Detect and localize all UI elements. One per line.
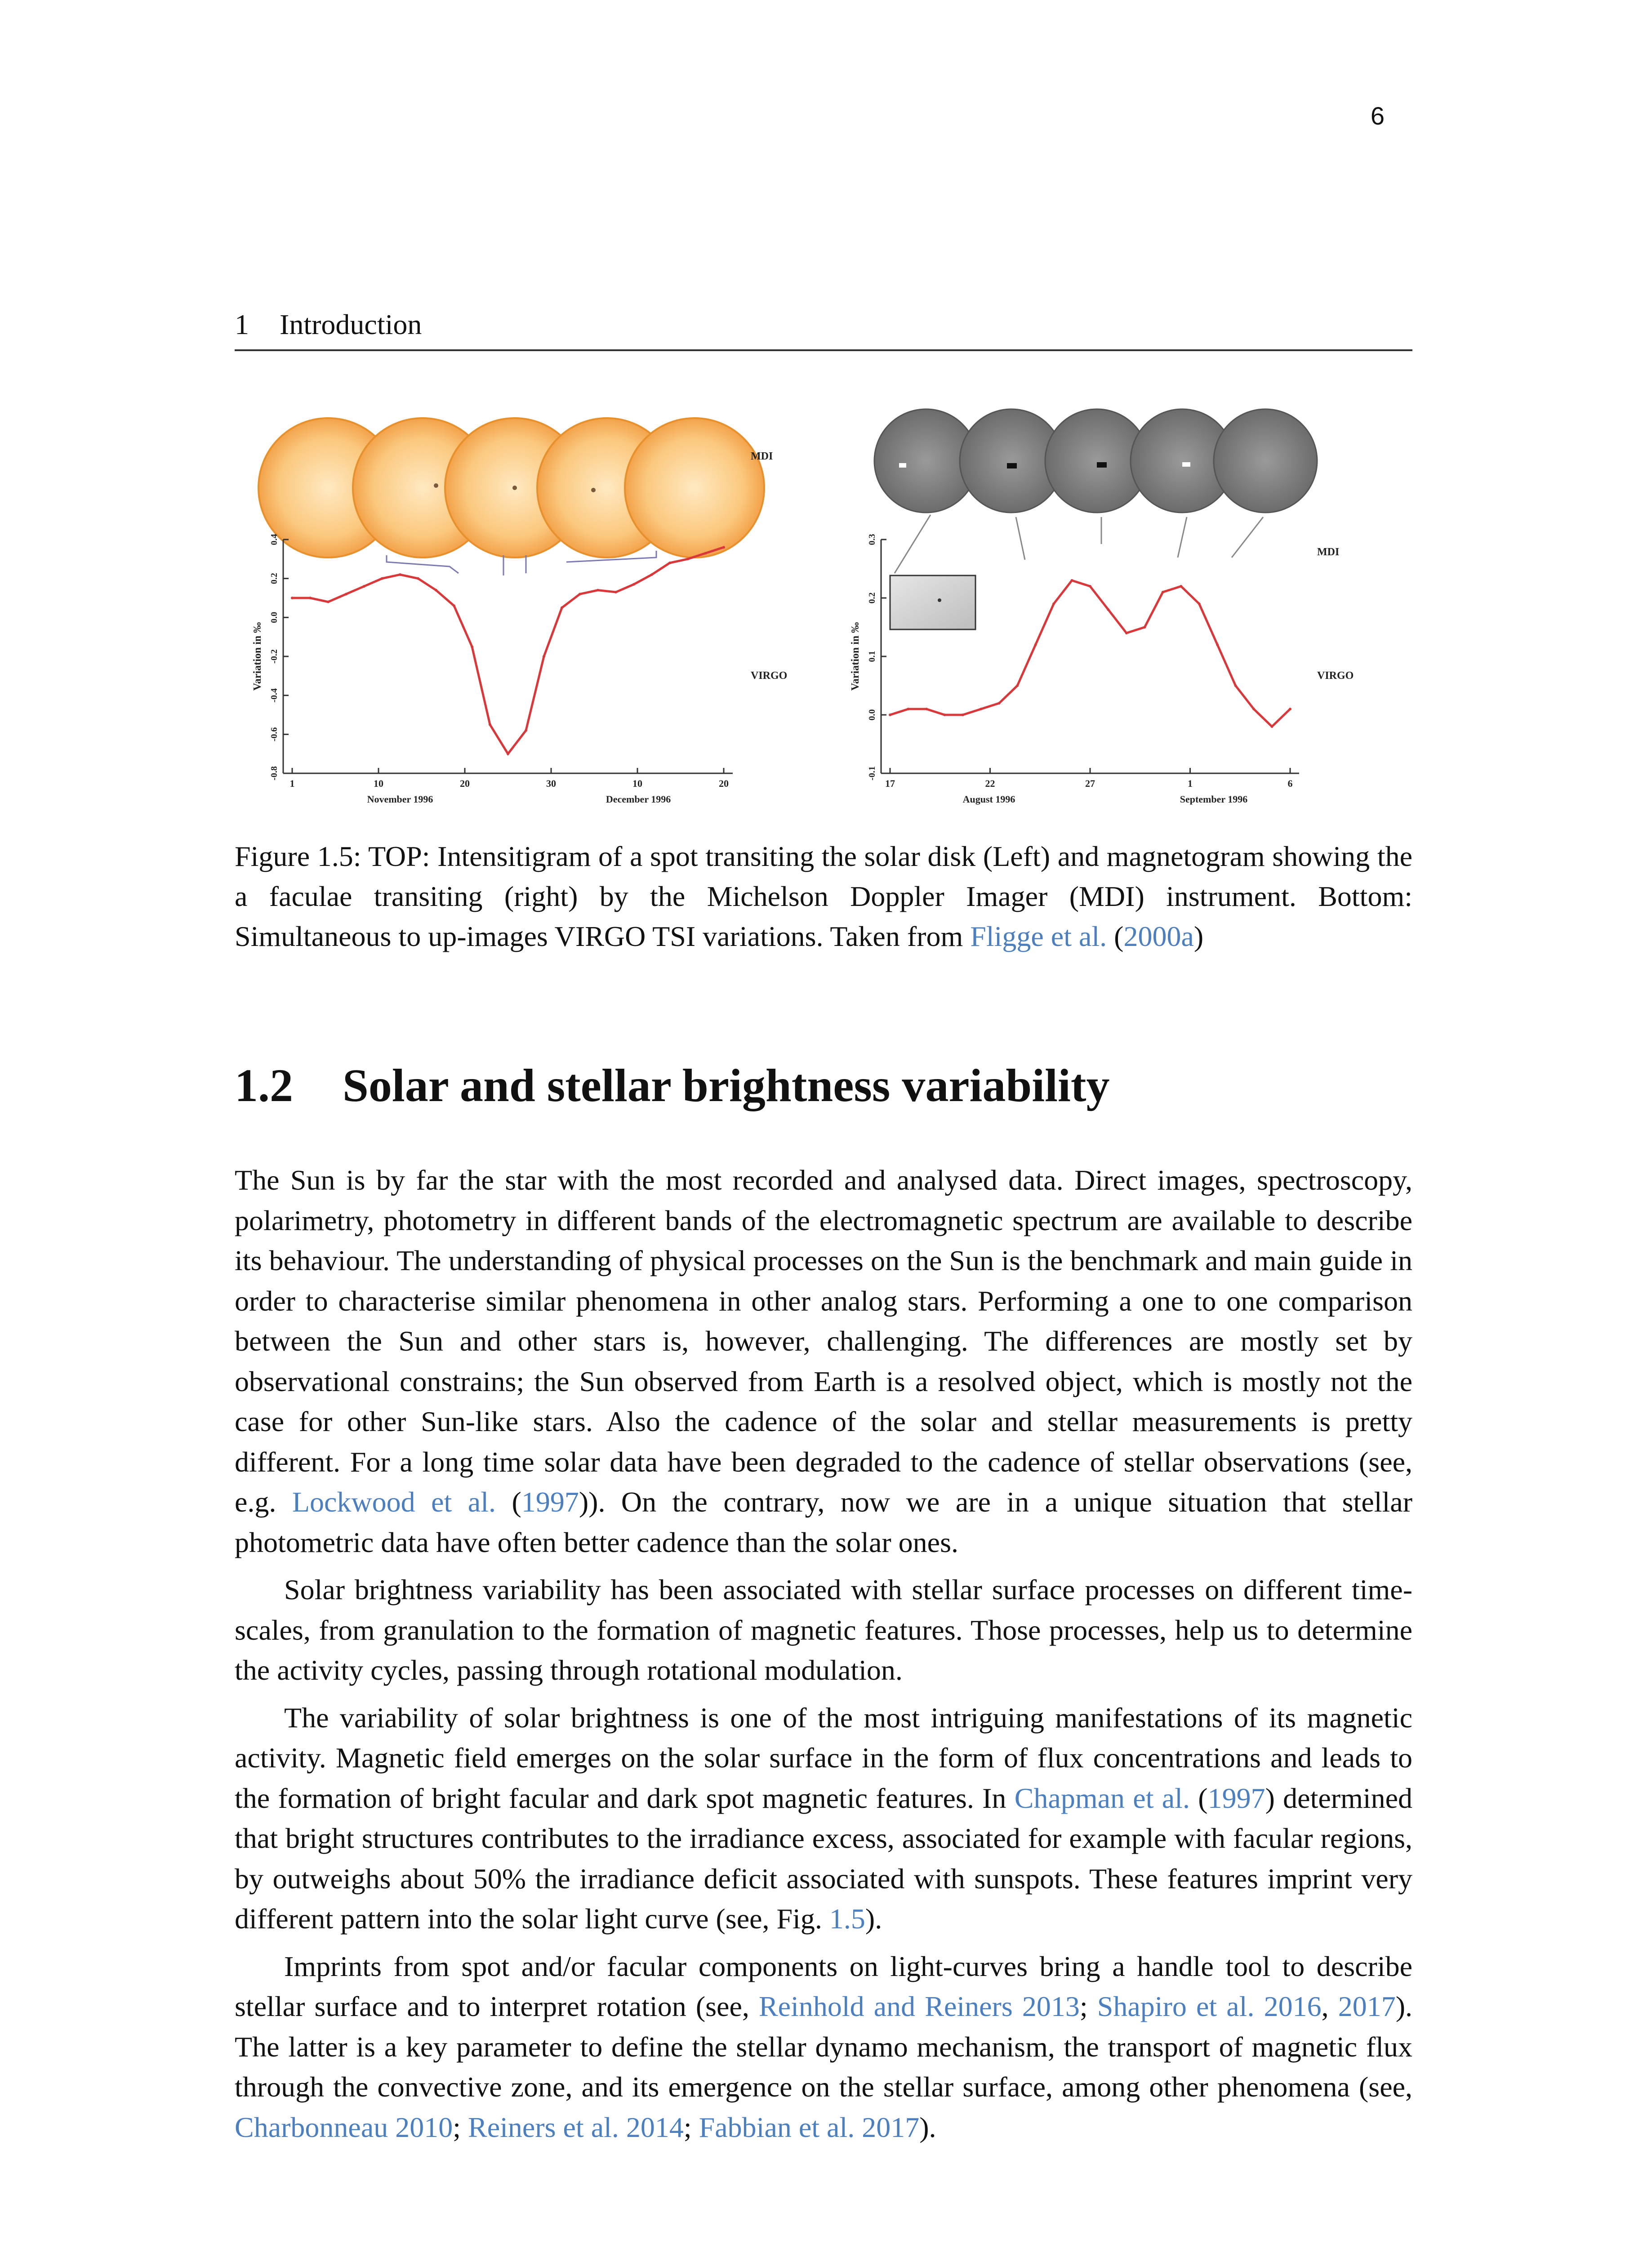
caption-punct: ) bbox=[1193, 920, 1204, 952]
zoom-inset bbox=[890, 575, 975, 629]
citation-link[interactable]: Lockwood et al. bbox=[292, 1486, 496, 1518]
data-point bbox=[1216, 643, 1219, 646]
caption-text: Figure 1.5: TOP: Intensitigram of a spot transiting the solar disk (Left) and magnetogram showing the a faculae transiting (right) by the Michelson Doppler Imager (MDI) instrument. Bottom: Simultaneous to up-images VIRGO TSI variations. Taken from bbox=[235, 840, 1412, 952]
citation-link[interactable]: Shapiro et al. 2016 bbox=[1097, 1990, 1322, 2022]
data-point bbox=[1107, 608, 1109, 611]
paragraph-2: Solar brightness variability has been associated with stellar surface processes on different time-scales, from granulation to the formation of magnetic features. Those processes, help us to determine the activity cycles, passing through rotational modulation. bbox=[235, 1574, 1412, 1686]
right-virgo-label: VIRGO bbox=[1317, 670, 1354, 682]
figure-1-5 bbox=[252, 396, 1407, 818]
y-tick-label: 0.0 bbox=[269, 611, 279, 623]
chapter-number: 1 bbox=[235, 308, 249, 340]
left-mdi-label: MDI bbox=[751, 450, 773, 462]
data-point bbox=[327, 601, 330, 603]
data-point bbox=[686, 558, 689, 560]
data-point bbox=[453, 604, 455, 607]
section-title: Solar and stellar brightness variability bbox=[343, 1060, 1110, 1111]
data-point bbox=[507, 753, 509, 755]
x-tick-label: 30 bbox=[546, 778, 556, 789]
x-tick-label: 20 bbox=[460, 778, 470, 789]
page-number: 6 bbox=[1370, 102, 1385, 130]
data-point bbox=[1143, 626, 1146, 629]
right-connectors bbox=[895, 515, 1263, 573]
data-point bbox=[381, 577, 383, 580]
citation-link[interactable]: 2017 bbox=[1338, 1990, 1396, 2022]
text-run: The Sun is by far the star with the most recorded and analysed data. Direct images, spectroscopy, polarimetry, photometry in different bands of the electromagnetic spectrum are available to describe its behaviour. The understanding of physical processes on the Sun is the benchmark and main guide in order to characterise similar phenomena in other analog stars. Performing a one to one comparison between the Sun and other stars is, however, challenging. The differences are mostly set by observational constrains; the Sun observed from Earth is a resolved object, which is mostly not the case for other Sun-like stars. Also the cadence of the solar and stellar measurements is pretty different. For a long time solar data have been degraded to the cadence of stellar observations (see, e.g. bbox=[235, 1164, 1412, 1518]
sun-disc bbox=[625, 418, 764, 558]
left-month-label-1: November 1996 bbox=[367, 794, 433, 805]
left-disc-row bbox=[258, 418, 764, 558]
magnetogram-disc bbox=[1214, 409, 1317, 513]
data-point bbox=[722, 546, 725, 549]
data-point bbox=[1289, 708, 1291, 710]
data-point bbox=[889, 714, 891, 716]
paragraph-3 bbox=[235, 1698, 1412, 1939]
data-point bbox=[345, 593, 347, 595]
left-y-axis-label: Variation in ‰ bbox=[252, 622, 263, 691]
y-tick-label: -0.6 bbox=[269, 727, 279, 742]
y-tick-label: -0.1 bbox=[867, 766, 877, 781]
caption-citation-year[interactable]: 2000a bbox=[1123, 920, 1194, 952]
left-virgo-label: VIRGO bbox=[751, 670, 788, 682]
right-disc-row bbox=[874, 409, 1317, 513]
data-point bbox=[1034, 643, 1037, 646]
data-point bbox=[561, 607, 563, 609]
data-point bbox=[980, 708, 982, 710]
y-tick-label: -0.8 bbox=[269, 766, 279, 781]
x-tick-label: 27 bbox=[1085, 778, 1095, 789]
text-run: ( bbox=[496, 1486, 521, 1518]
text-run: The variability of solar brightness is one of the most intriguing manifestations of its magnetic activity. Magnetic field emerges on the solar surface in the form of flux concentrations and leads to the formation of bright facular and dark spot magnetic features. In bbox=[235, 1701, 1412, 1814]
data-point bbox=[1089, 585, 1091, 588]
data-point bbox=[632, 583, 635, 586]
data-point bbox=[650, 573, 653, 576]
data-point bbox=[543, 655, 545, 658]
data-point bbox=[597, 589, 599, 592]
data-point bbox=[1198, 602, 1201, 605]
x-tick-label: 6 bbox=[1287, 778, 1293, 789]
text-run: ). The latter is a key parameter to define the stellar dynamo mechanism, the transport of magnetic flux through the convective zone, and its emergence on the stellar surface, among other phenomena (see, bbox=[235, 1990, 1413, 2103]
magnetic-feature bbox=[1097, 462, 1107, 468]
data-point bbox=[1162, 591, 1164, 593]
paragraph-4 bbox=[235, 1946, 1412, 2148]
figure-ref-link[interactable]: 1.5 bbox=[829, 1903, 865, 1935]
data-point bbox=[614, 591, 617, 593]
citation-link[interactable]: 1997 bbox=[1207, 1782, 1265, 1814]
text-run: ( bbox=[1189, 1782, 1208, 1814]
y-tick-label: 0.3 bbox=[867, 534, 877, 545]
data-point bbox=[998, 702, 1001, 705]
x-tick-label: 10 bbox=[632, 778, 642, 789]
data-point bbox=[925, 708, 928, 710]
data-point bbox=[489, 723, 491, 726]
x-tick-label: 1 bbox=[289, 778, 295, 789]
sunspot bbox=[434, 483, 438, 488]
left-chart bbox=[252, 534, 733, 805]
data-point bbox=[1052, 602, 1055, 605]
y-tick-label: -0.2 bbox=[269, 649, 279, 664]
text-run: ). bbox=[919, 2111, 936, 2143]
sunspot bbox=[591, 488, 596, 492]
y-tick-label: -0.4 bbox=[269, 688, 279, 703]
data-point bbox=[363, 585, 365, 588]
citation-link[interactable]: Charbonneau 2010 bbox=[235, 2111, 453, 2143]
right-y-axis-label: Variation in ‰ bbox=[850, 622, 861, 691]
text-run: ; bbox=[683, 2111, 699, 2143]
paragraph-1 bbox=[235, 1160, 1412, 1562]
magnetic-feature bbox=[1007, 463, 1017, 468]
data-point bbox=[907, 708, 909, 710]
y-tick-label: 0.2 bbox=[269, 573, 279, 584]
data-point bbox=[291, 597, 294, 599]
sunspot bbox=[512, 486, 517, 490]
text-run: )). On the contrary, now we are in a unique situation that stellar photometric data have often better cadence than the solar ones. bbox=[235, 1486, 1413, 1558]
section-number: 1.2 bbox=[235, 1060, 293, 1111]
y-tick-label: 0.2 bbox=[867, 592, 877, 604]
y-tick-label: 0.4 bbox=[269, 534, 279, 545]
inset-spot bbox=[938, 598, 941, 602]
data-point bbox=[1180, 585, 1182, 588]
right-chart bbox=[850, 534, 1299, 805]
caption-punct: ( bbox=[1107, 920, 1124, 952]
citation-link[interactable]: Reinhold and Reiners 2013 bbox=[758, 1990, 1080, 2022]
data-point bbox=[943, 714, 946, 716]
data-point bbox=[579, 593, 581, 595]
right-month-label-2: September 1996 bbox=[1180, 794, 1248, 805]
section-heading bbox=[235, 1059, 1412, 1112]
x-tick-label: 1 bbox=[1188, 778, 1193, 789]
data-point bbox=[471, 645, 473, 648]
data-point bbox=[1252, 708, 1255, 710]
text-run: Imprints from spot and/or facular components on light-curves bring a handle tool to describe stellar surface and to interpret rotation (see, bbox=[235, 1950, 1412, 2022]
caption-citation-author[interactable]: Fligge et al. bbox=[970, 920, 1107, 952]
citation-link[interactable]: Chapman et al. bbox=[1014, 1782, 1190, 1814]
data-point bbox=[962, 714, 964, 716]
body-text bbox=[235, 1160, 1412, 2154]
magnetic-feature bbox=[899, 463, 906, 468]
x-tick-label: 10 bbox=[374, 778, 383, 789]
figure-svg bbox=[252, 396, 1407, 818]
right-mdi-label: MDI bbox=[1317, 546, 1340, 558]
text-run: ) determined that bright structures contributes to the irradiance excess, associated for example with facular regions, by outweighs about 50% the irradiance deficit associated with sunspots. These features imprint very different pattern into the solar light curve (see, Fig. bbox=[235, 1782, 1413, 1935]
y-tick-label: 0.0 bbox=[867, 709, 877, 721]
text-run: ; bbox=[1079, 1990, 1097, 2022]
magnetic-feature bbox=[1182, 462, 1190, 467]
data-point bbox=[1234, 684, 1237, 687]
left-month-label-2: December 1996 bbox=[606, 794, 671, 805]
x-tick-label: 22 bbox=[985, 778, 995, 789]
left-virgo-curve bbox=[292, 547, 724, 754]
data-point bbox=[1271, 725, 1274, 728]
data-point bbox=[704, 552, 707, 554]
data-point bbox=[309, 597, 312, 599]
data-point bbox=[417, 577, 419, 580]
y-tick-label: 0.1 bbox=[867, 651, 877, 662]
chapter-title: Introduction bbox=[280, 308, 422, 340]
text-run: ). bbox=[865, 1903, 882, 1935]
data-point bbox=[668, 562, 671, 564]
x-tick-label: 20 bbox=[719, 778, 729, 789]
text-run: ; bbox=[453, 2111, 468, 2143]
right-month-label-1: August 1996 bbox=[962, 794, 1015, 805]
data-point bbox=[1071, 579, 1073, 582]
citation-link[interactable]: Reiners et al. 2014 bbox=[468, 2111, 684, 2143]
data-point bbox=[1016, 684, 1019, 687]
text-run: , bbox=[1321, 1990, 1338, 2022]
running-head bbox=[235, 308, 1412, 351]
data-point bbox=[525, 729, 527, 732]
data-point bbox=[399, 573, 401, 576]
data-point bbox=[435, 589, 437, 592]
x-tick-label: 17 bbox=[885, 778, 895, 789]
figure-caption bbox=[235, 836, 1412, 956]
citation-link[interactable]: 1997 bbox=[521, 1486, 579, 1518]
citation-link[interactable]: Fabbian et al. 2017 bbox=[699, 2111, 920, 2143]
data-point bbox=[1125, 632, 1128, 634]
